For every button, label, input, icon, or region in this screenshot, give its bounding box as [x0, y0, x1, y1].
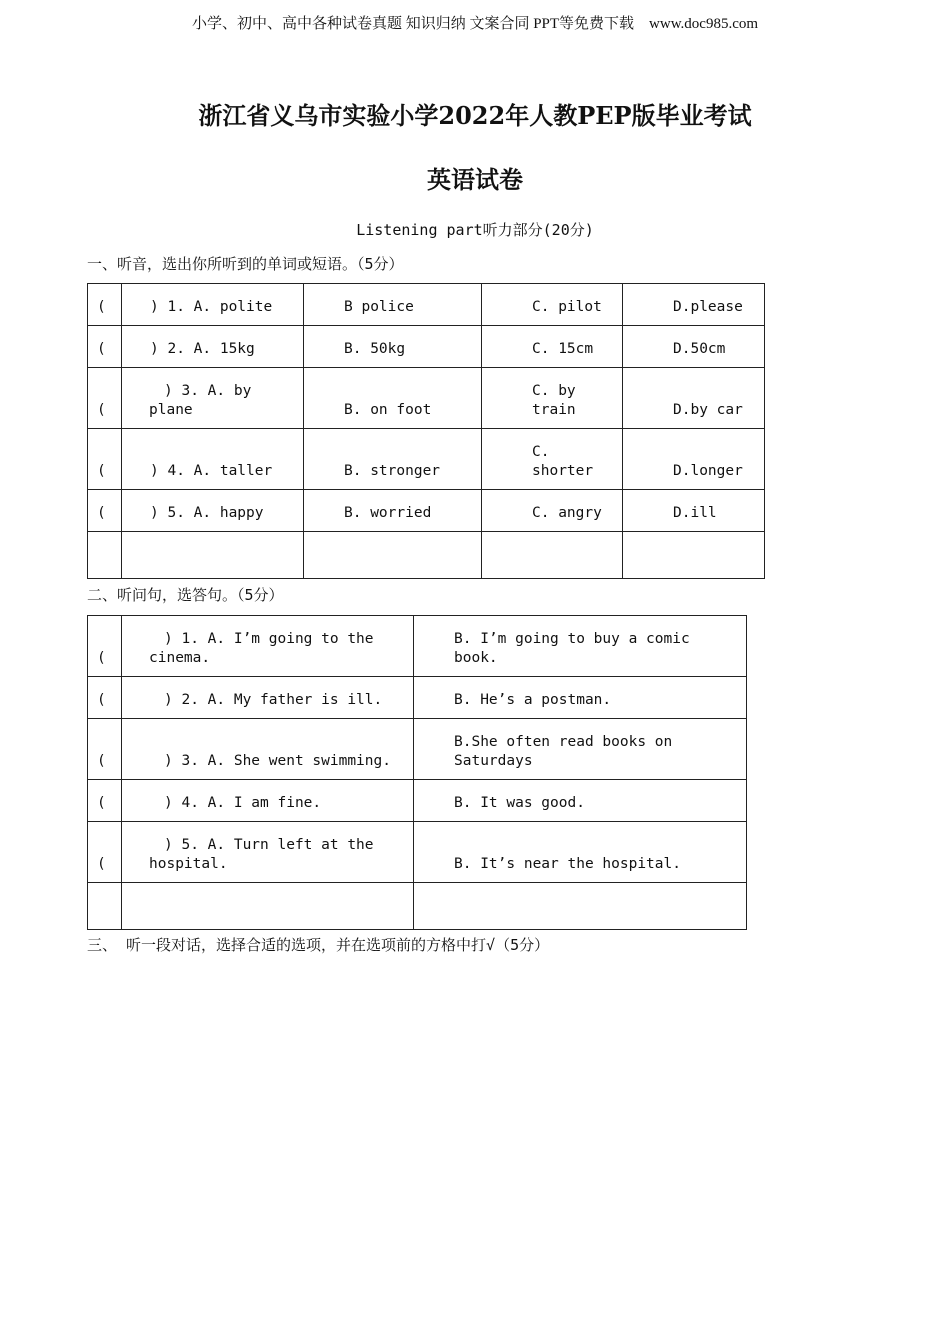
table-row — [88, 429, 765, 490]
option-b: B. worried — [304, 490, 482, 532]
answer-paren[interactable]: ( — [88, 677, 122, 719]
option-c: C. angry — [482, 490, 623, 532]
option-a: ) 2. A. 15kg — [122, 326, 304, 368]
option-c — [482, 368, 623, 429]
option-c-line2: train — [532, 402, 576, 418]
table-row — [88, 616, 747, 677]
option-d: D.longer — [623, 429, 765, 490]
option-a: ) 4. A. taller — [122, 429, 304, 490]
listening-part-label: Listening part听力部分(20分) — [356, 221, 594, 239]
section1-table — [87, 283, 765, 579]
option-a: ) 3. A. She went swimming. — [122, 719, 414, 780]
option-d: D.by car — [623, 368, 765, 429]
option-c: C. pilot — [482, 284, 623, 326]
option-d: D.ill — [623, 490, 765, 532]
table-row-empty — [88, 883, 747, 930]
answer-paren[interactable]: ( — [88, 429, 122, 490]
option-b: B. He’s a postman. — [414, 677, 747, 719]
option-d: D.50cm — [623, 326, 765, 368]
answer-paren[interactable]: ( — [88, 719, 122, 780]
option-a-line1: ) 5. A. Turn left at the — [164, 837, 374, 853]
answer-paren[interactable]: ( — [88, 780, 122, 822]
option-b: B. It was good. — [414, 780, 747, 822]
option-a: ) 5. A. happy — [122, 490, 304, 532]
table-row — [88, 822, 747, 883]
option-b: B. It’s near the hospital. — [414, 822, 747, 883]
option-a-line1: ) 3. A. by — [164, 383, 252, 399]
table-row — [88, 490, 765, 532]
empty-cell — [482, 532, 623, 579]
answer-paren[interactable]: ( — [88, 368, 122, 429]
empty-cell — [88, 883, 122, 930]
answer-paren[interactable]: ( — [88, 822, 122, 883]
empty-cell — [304, 532, 482, 579]
option-a-line2: cinema. — [149, 650, 211, 666]
answer-paren[interactable]: ( — [88, 616, 122, 677]
option-b-line2: book. — [454, 650, 498, 666]
table-row — [88, 368, 765, 429]
option-b: B. stronger — [304, 429, 482, 490]
option-a-line2: hospital. — [149, 856, 228, 872]
option-c-line1: C. — [532, 444, 550, 460]
option-c-line2: shorter — [532, 463, 594, 479]
section3-heading: 三、 听一段对话，选择合适的选项，并在选项前的方格中打√（5分） — [87, 936, 550, 954]
empty-cell — [122, 883, 414, 930]
option-c-line1: C. by — [532, 383, 576, 399]
answer-paren[interactable]: ( — [88, 490, 122, 532]
option-b: B. on foot — [304, 368, 482, 429]
option-b: B police — [304, 284, 482, 326]
header-banner: 小学、初中、高中各种试卷真题 知识归纳 文案合同 PPT等免费下载 www.doc985.com — [191, 16, 759, 32]
option-c: C. 15cm — [482, 326, 623, 368]
answer-paren[interactable]: ( — [88, 326, 122, 368]
option-c — [482, 429, 623, 490]
table-row — [88, 677, 747, 719]
option-a — [122, 822, 414, 883]
answer-paren[interactable]: ( — [88, 284, 122, 326]
table-row — [88, 780, 747, 822]
empty-cell — [122, 532, 304, 579]
section1-heading: 一、听音，选出你所听到的单词或短语。（5分） — [87, 255, 404, 273]
empty-cell — [414, 883, 747, 930]
option-a-line1: ) 1. A. I’m going to the — [164, 631, 374, 647]
exam-subject-title: 英语试卷 — [427, 165, 523, 194]
option-a: ) 1. A. polite — [122, 284, 304, 326]
table-row — [88, 719, 747, 780]
table-row-empty — [88, 532, 765, 579]
option-a-line2: plane — [149, 402, 193, 418]
section2-heading: 二、听问句，选答句。（5分） — [87, 586, 284, 604]
option-a: ) 4. A. I am fine. — [122, 780, 414, 822]
section2-table — [87, 615, 747, 930]
empty-cell — [88, 532, 122, 579]
table-row — [88, 284, 765, 326]
option-a: ) 2. A. My father is ill. — [122, 677, 414, 719]
option-a — [122, 368, 304, 429]
table-row — [88, 326, 765, 368]
option-a — [122, 616, 414, 677]
option-b-line2: Saturdays — [454, 753, 533, 769]
empty-cell — [623, 532, 765, 579]
exam-title: 浙江省义乌市实验小学2022年人教PEP版毕业考试 — [198, 101, 752, 130]
option-b: B. 50kg — [304, 326, 482, 368]
option-b-line1: B.She often read books on — [454, 734, 673, 750]
option-b — [414, 719, 747, 780]
option-d: D.please — [623, 284, 765, 326]
option-b — [414, 616, 747, 677]
option-b-line1: B. I’m going to buy a comic — [454, 631, 690, 647]
